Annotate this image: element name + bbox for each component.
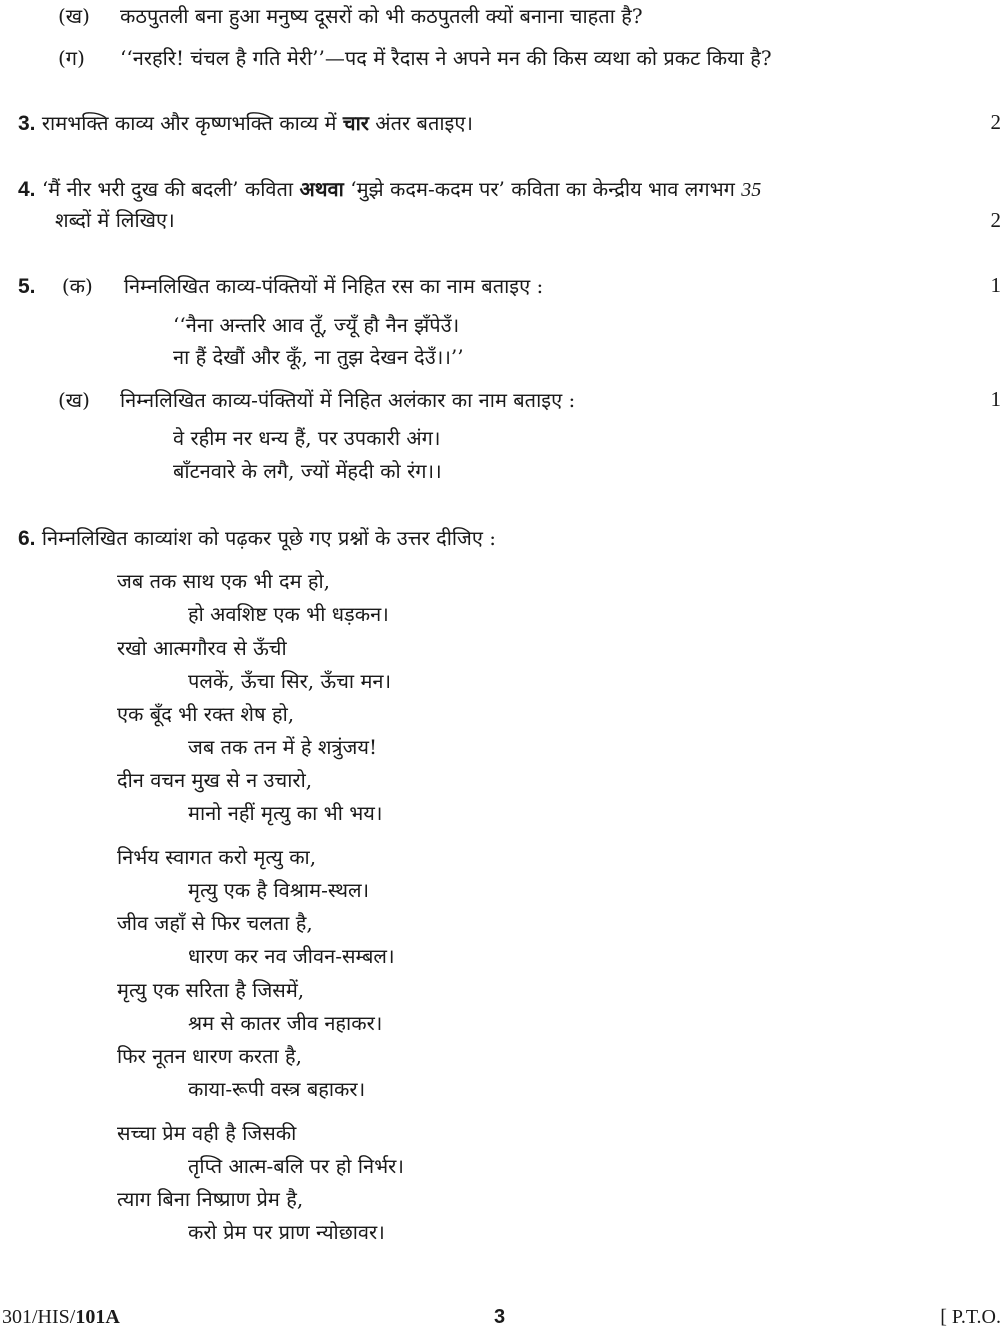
poem-line: करो प्रेम पर प्राण न्योछावर।	[188, 1220, 385, 1244]
poem-line: मानो नहीं मृत्यु का भी भय।	[188, 801, 383, 825]
question-text: निम्नलिखित काव्य-पंक्तियों में निहित रस का नाम बताइए :	[123, 274, 544, 298]
sub-label: (ग)	[58, 46, 85, 70]
verse-line: ना हैं देखौं और कूँ, ना तुझ देखन देउँ।।’’	[173, 345, 464, 369]
poem-line: सच्चा प्रेम वही है जिसकी	[117, 1121, 297, 1145]
q4-row	[18, 175, 761, 204]
question-text: निम्नलिखित काव्यांश को पढ़कर पूछे गए प्रश्नों के उत्तर दीजिए :	[41, 526, 497, 550]
q2-ga-row	[58, 44, 772, 72]
poem-line: एक बूँद भी रक्त शेष हो,	[117, 702, 295, 726]
poem-line: निर्भय स्वागत करो मृत्यु का,	[117, 845, 317, 869]
word-count: 35	[741, 179, 762, 201]
question-text: ‘मुझे कदम-कदम पर’ कविता का केन्द्रीय भाव लगभग	[343, 177, 742, 201]
question-text: अंतर बताइए।	[368, 111, 473, 135]
question-text: रामभक्ति काव्य और कृष्णभक्ति काव्य में	[41, 111, 343, 135]
poem-line: पलकें, ऊँचा सिर, ऊँचा मन।	[188, 669, 392, 693]
question-number: 5.	[18, 275, 36, 298]
q4-marks: 2	[990, 208, 1001, 232]
poem-line: श्रम से कातर जीव नहाकर।	[188, 1011, 383, 1035]
poem-line: मृत्यु एक सरिता है जिसमें,	[117, 978, 305, 1002]
sub-label: (ख)	[58, 4, 90, 28]
q2-kh-row	[58, 2, 643, 30]
question-emphasis: चार	[342, 111, 369, 135]
verse-line: बाँटनवारे के लगै, ज्यों मेंहदी को रंग।।	[173, 459, 442, 483]
question-text: ‘‘नरहरि! चंचल है गति मेरी’’—पद में रैदास ने अपने मन की किस व्यथा को प्रकट किया है?	[120, 46, 772, 70]
paper-code-suffix: 101A	[75, 1306, 120, 1328]
question-number: 3.	[18, 112, 36, 135]
sub-label: (ख)	[58, 388, 90, 412]
question-number: 6.	[18, 527, 36, 550]
verse-line: वे रहीम नर धन्य हैं, पर उपकारी अंग।	[173, 426, 441, 450]
question-text: कठपुतली बना हुआ मनुष्य दूसरों को भी कठपुतली क्यों बनाना चाहता है?	[120, 4, 643, 28]
poem-line: फिर नूतन धारण करता है,	[117, 1044, 303, 1068]
paper-code	[2, 1306, 120, 1329]
q5-kh-row	[58, 386, 575, 414]
poem-line: धारण कर नव जीवन-सम्बल।	[188, 944, 395, 968]
question-emphasis: अथवा	[299, 177, 344, 201]
q5-kh-marks: 1	[990, 387, 1001, 411]
question-text: ‘मैं नीर भरी दुख की बदली’ कविता	[41, 177, 300, 201]
poem-line: दीन वचन मुख से न उचारो,	[117, 768, 313, 792]
poem-line: त्याग बिना निष्प्राण प्रेम है,	[117, 1187, 304, 1211]
poem-line: हो अवशिष्ट एक भी धड़कन।	[188, 602, 389, 626]
poem-line: काया-रूपी वस्त्र बहाकर।	[188, 1077, 366, 1101]
q3-row	[18, 109, 473, 138]
q6-row	[18, 524, 496, 553]
poem-line: मृत्यु एक है विश्राम-स्थल।	[188, 878, 370, 902]
page-number: 3	[494, 1306, 506, 1328]
question-text: निम्नलिखित काव्य-पंक्तियों में निहित अलंकार का नाम बताइए :	[120, 388, 576, 412]
poem-line: जीव जहाँ से फिर चलता है,	[117, 911, 313, 935]
poem-line: जब तक साथ एक भी दम हो,	[117, 569, 331, 593]
q4-line2: शब्दों में लिखिए।	[55, 208, 175, 232]
pto-label: [ P.T.O.	[940, 1306, 1001, 1328]
q3-marks: 2	[990, 110, 1001, 134]
poem-line: रखो आत्मगौरव से ऊँची	[117, 636, 287, 660]
paper-code-prefix: 301/HIS/	[2, 1306, 76, 1328]
question-number: 4.	[18, 178, 36, 201]
sub-label: (क)	[61, 274, 93, 298]
poem-line: जब तक तन में हे शत्रुंजय!	[188, 735, 378, 759]
q5-ka-row	[18, 272, 543, 301]
verse-line: ‘‘नैना अन्तरि आव तूँ, ज्यूँ हौ नैन झँपेउँ।	[173, 313, 460, 337]
q5-ka-marks: 1	[990, 273, 1001, 297]
poem-line: तृप्ति आत्म-बलि पर हो निर्भर।	[188, 1154, 404, 1178]
